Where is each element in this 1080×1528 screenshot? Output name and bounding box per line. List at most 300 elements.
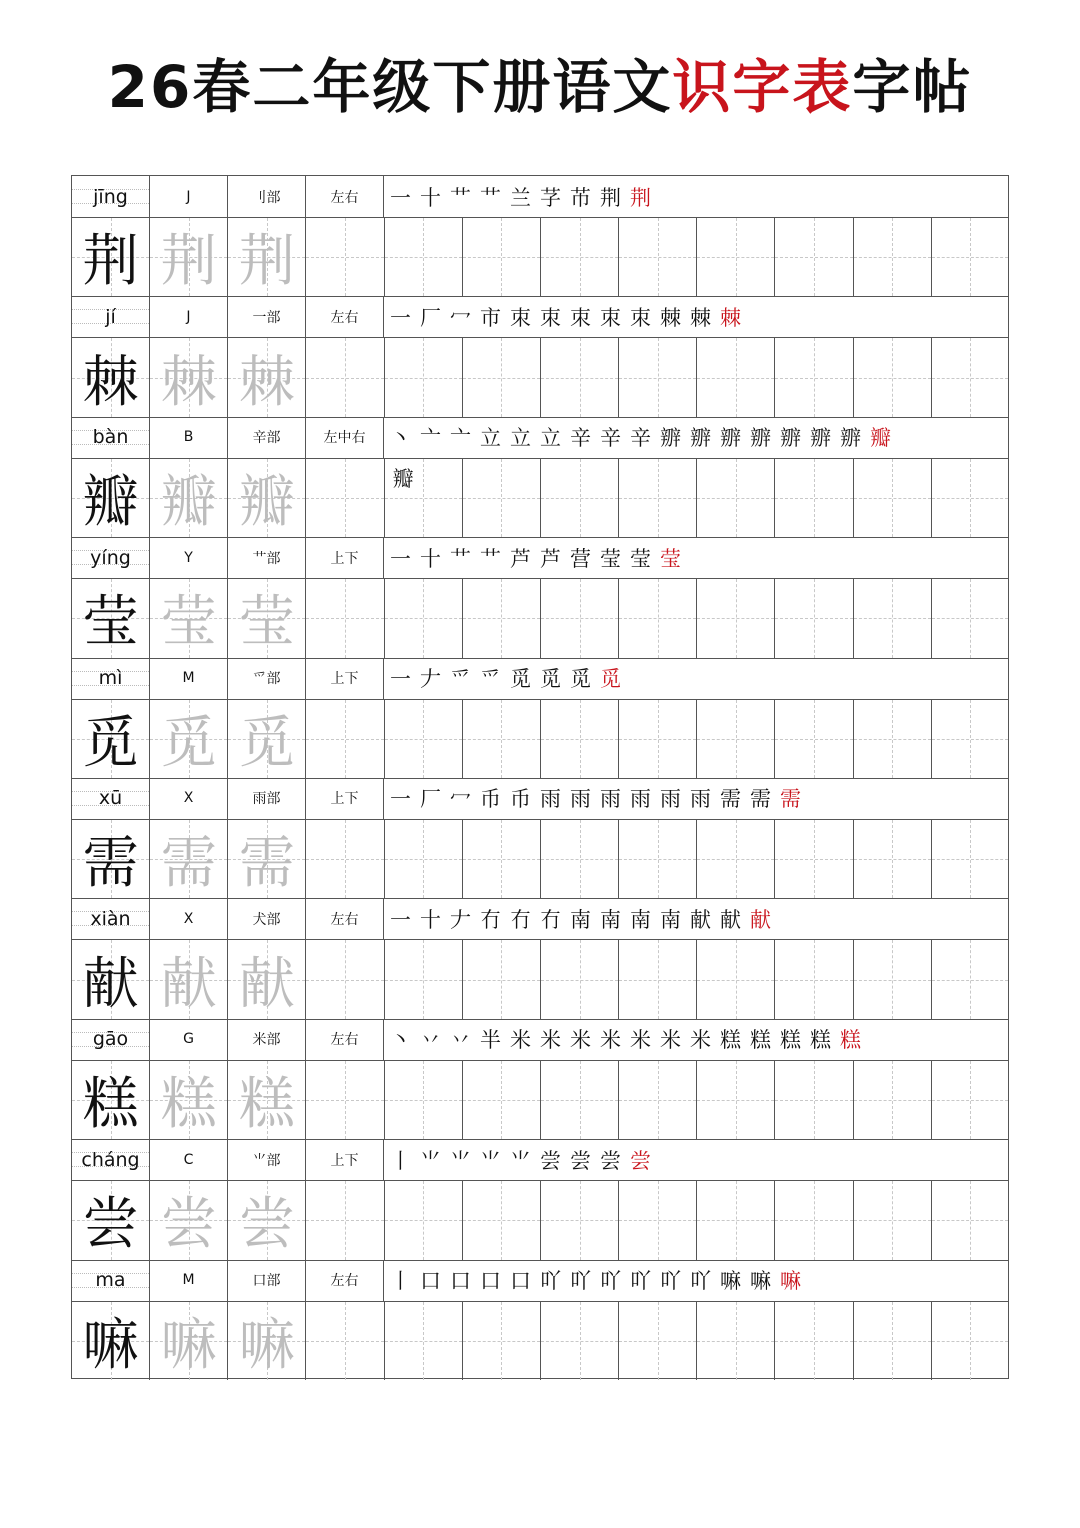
model-character: 棘	[82, 349, 139, 415]
radical-cell-text: 刂部	[252, 189, 281, 206]
trace-character: 觅	[238, 710, 295, 776]
stroke-step: 厂	[420, 787, 450, 812]
initial-letter-cell-text: M	[182, 670, 195, 687]
info-row	[72, 898, 1008, 940]
blank-practice-cell[interactable]	[775, 1181, 853, 1259]
blank-practice-cell[interactable]	[775, 338, 853, 416]
blank-practice-cell[interactable]	[306, 1181, 384, 1259]
character-entry	[72, 417, 1008, 537]
blank-practice-cell[interactable]	[932, 1302, 1008, 1380]
trace-character-cell	[150, 1181, 228, 1259]
trace-character-cell	[228, 1181, 306, 1259]
stroke-step: 一	[390, 787, 420, 812]
practice-sheet	[71, 175, 1009, 1379]
stroke-step: 亠	[450, 426, 480, 451]
trace-character-cell	[228, 940, 306, 1018]
blank-practice-cell[interactable]	[854, 1061, 932, 1139]
stroke-step: 糕	[750, 1028, 780, 1053]
blank-practice-cell[interactable]	[697, 700, 775, 778]
blank-practice-cell[interactable]	[775, 1302, 853, 1380]
stroke-step: 雨	[630, 787, 660, 812]
stroke-step: ⺌	[420, 1148, 450, 1173]
blank-practice-cell[interactable]	[385, 1061, 463, 1139]
blank-practice-cell[interactable]	[775, 700, 853, 778]
stroke-step: 糕	[780, 1028, 810, 1053]
stroke-step: 十	[420, 907, 450, 932]
initial-letter-cell-text: M	[182, 1272, 195, 1289]
model-character-cell	[72, 1061, 150, 1139]
blank-practice-cell[interactable]	[854, 579, 932, 657]
stroke-step: 𠂇	[420, 667, 450, 692]
blank-practice-cell[interactable]	[385, 338, 463, 416]
blank-practice-cell[interactable]	[697, 1061, 775, 1139]
structure-cell-text: 上下	[330, 550, 359, 567]
initial-letter-cell	[150, 1139, 228, 1180]
stroke-step: 艹	[450, 546, 480, 571]
stroke-order-cell	[384, 778, 1008, 819]
trace-character-cell	[150, 1061, 228, 1139]
blank-practice-cell[interactable]	[385, 1302, 463, 1380]
blank-practice-cell[interactable]	[385, 1181, 463, 1259]
blank-practice-cell[interactable]	[775, 579, 853, 657]
info-row	[72, 778, 1008, 820]
blank-practice-cell[interactable]	[854, 338, 932, 416]
pinyin-cell	[72, 176, 150, 217]
stroke-step: ⺌	[510, 1148, 540, 1173]
stroke-step: 需	[780, 787, 810, 812]
blank-practice-cell[interactable]	[463, 1302, 541, 1380]
blank-practice-cell[interactable]	[463, 940, 541, 1018]
blank-practice-cell[interactable]	[463, 1061, 541, 1139]
blank-practice-cell[interactable]	[541, 218, 619, 296]
stroke-order-cell	[384, 1139, 1008, 1180]
stroke-order-cell	[384, 537, 1008, 578]
stroke-step: 莹	[600, 546, 630, 571]
trace-character-cell	[228, 1302, 306, 1380]
stroke-step: 雨	[540, 787, 570, 812]
blank-practice-cell[interactable]	[932, 459, 1008, 537]
blank-practice-cell[interactable]	[306, 820, 384, 898]
writing-grid-row	[72, 1061, 1008, 1140]
stroke-step: 一	[390, 305, 420, 330]
pinyin-cell-text: gāo	[92, 1028, 129, 1051]
model-character: 荆	[82, 229, 139, 295]
blank-practice-cell[interactable]	[932, 218, 1008, 296]
pinyin-cell-text: yíng	[90, 546, 131, 569]
blank-practice-cell[interactable]	[541, 579, 619, 657]
stroke-step: 一	[390, 907, 420, 932]
blank-practice-cell[interactable]	[697, 1302, 775, 1380]
blank-practice-cell[interactable]	[932, 820, 1008, 898]
model-character-cell	[72, 338, 150, 416]
pinyin-cell	[72, 296, 150, 337]
blank-practice-cell[interactable]	[385, 700, 463, 778]
radical-cell-text: 爫部	[252, 671, 281, 688]
trace-character: 荆	[238, 229, 295, 295]
blank-practice-cell[interactable]	[541, 1061, 619, 1139]
blank-practice-cell[interactable]	[306, 459, 384, 537]
blank-practice-cell[interactable]	[619, 579, 697, 657]
character-entry	[72, 1139, 1008, 1259]
pinyin-cell	[72, 1139, 150, 1180]
writing-grid-row	[72, 218, 1008, 297]
trace-character: 献	[238, 951, 295, 1017]
blank-practice-cell[interactable]	[775, 218, 853, 296]
stroke-step: 市	[480, 305, 510, 330]
blank-practice-cell[interactable]	[854, 1181, 932, 1259]
blank-practice-cell[interactable]	[932, 579, 1008, 657]
blank-practice-cell[interactable]	[463, 579, 541, 657]
initial-letter-cell	[150, 1260, 228, 1301]
blank-practice-cell[interactable]	[463, 1181, 541, 1259]
blank-practice-cell[interactable]	[697, 1181, 775, 1259]
blank-practice-cell[interactable]	[854, 218, 932, 296]
stroke-step: 十	[420, 185, 450, 210]
model-character: 需	[82, 831, 139, 897]
blank-practice-cell[interactable]	[619, 1061, 697, 1139]
initial-letter-cell-text: B	[183, 429, 194, 446]
stroke-step: 朿	[540, 305, 570, 330]
stroke-step: 兰	[510, 185, 540, 210]
radical-cell	[228, 537, 306, 578]
radical-cell	[228, 778, 306, 819]
initial-letter-cell	[150, 658, 228, 699]
model-character: 觅	[82, 710, 139, 776]
model-character: 瓣	[82, 469, 139, 535]
stroke-step: 辧	[810, 426, 840, 451]
stroke-step: 立	[480, 426, 510, 451]
character-entry	[72, 296, 1008, 416]
stroke-step: 米	[510, 1028, 540, 1053]
stroke-order-cell	[384, 1019, 1008, 1060]
blank-practice-cell[interactable]	[854, 1302, 932, 1380]
blank-practice-cell[interactable]	[463, 218, 541, 296]
blank-practice-cell[interactable]	[697, 459, 775, 537]
blank-practice-cell[interactable]	[306, 1302, 384, 1380]
stroke-step: 冇	[480, 907, 510, 932]
stroke-step: 立	[540, 426, 570, 451]
radical-cell	[228, 176, 306, 217]
initial-letter-cell-text: C	[183, 1151, 194, 1168]
blank-practice-cell[interactable]	[619, 1302, 697, 1380]
initial-letter-cell	[150, 778, 228, 819]
trace-character: 莹	[160, 590, 217, 656]
trace-character: 瓣	[238, 469, 295, 535]
blank-practice-cell[interactable]	[385, 459, 463, 537]
stroke-step: 朿	[600, 305, 630, 330]
stroke-step: 芓	[540, 185, 570, 210]
structure-cell	[306, 898, 384, 939]
trace-character-cell	[228, 820, 306, 898]
stroke-step: 吖	[540, 1269, 570, 1294]
radical-cell	[228, 898, 306, 939]
structure-cell	[306, 296, 384, 337]
title-part1: 26春二年级下册语文	[107, 53, 673, 121]
blank-practice-cell[interactable]	[619, 218, 697, 296]
trace-character-cell	[150, 459, 228, 537]
stroke-order-cell	[384, 1260, 1008, 1301]
info-row	[72, 1139, 1008, 1181]
stroke-step: 觅	[600, 667, 630, 692]
blank-practice-cell[interactable]	[306, 1061, 384, 1139]
stroke-step: 南	[630, 907, 660, 932]
stroke-step: 吖	[690, 1269, 720, 1294]
structure-cell-text: 上下	[330, 671, 359, 688]
stroke-step: 芇	[570, 185, 600, 210]
blank-practice-cell[interactable]	[619, 1181, 697, 1259]
radical-cell-text: 口部	[252, 1273, 281, 1290]
pinyin-cell	[72, 417, 150, 458]
pinyin-cell	[72, 1260, 150, 1301]
pinyin-cell-text: ma	[95, 1269, 126, 1292]
stroke-step: 米	[630, 1028, 660, 1053]
stroke-step: 吖	[660, 1269, 690, 1294]
radical-cell-text: ⺌部	[252, 1152, 281, 1169]
stroke-step: 口	[510, 1269, 540, 1294]
structure-cell	[306, 176, 384, 217]
stroke-step: 南	[570, 907, 600, 932]
blank-practice-cell[interactable]	[463, 338, 541, 416]
blank-practice-cell[interactable]	[541, 1302, 619, 1380]
stroke-step: 一	[390, 667, 420, 692]
structure-cell	[306, 1260, 384, 1301]
stroke-step: 爫	[450, 667, 480, 692]
blank-practice-cell[interactable]	[463, 700, 541, 778]
trace-character-cell	[228, 218, 306, 296]
stroke-step: 口	[480, 1269, 510, 1294]
character-entry	[72, 176, 1008, 296]
model-character: 嘛	[82, 1312, 139, 1378]
stroke-step: 嘛	[780, 1269, 810, 1294]
stroke-step: 莹	[630, 546, 660, 571]
stroke-step: 冇	[540, 907, 570, 932]
stroke-step: 丷	[450, 1028, 480, 1053]
blank-practice-cell[interactable]	[385, 218, 463, 296]
blank-practice-cell[interactable]	[697, 218, 775, 296]
blank-practice-cell[interactable]	[541, 338, 619, 416]
stroke-step: 丨	[390, 1148, 420, 1173]
stroke-step: 尝	[540, 1148, 570, 1173]
blank-practice-cell[interactable]	[932, 1061, 1008, 1139]
stroke-step: 南	[600, 907, 630, 932]
model-character: 莹	[82, 590, 139, 656]
writing-grid-row	[72, 940, 1008, 1019]
stroke-step: 艹	[480, 546, 510, 571]
title-accent: 识字表	[672, 53, 853, 121]
blank-practice-cell[interactable]	[306, 700, 384, 778]
title-part2: 字帖	[852, 53, 973, 121]
blank-practice-cell[interactable]	[619, 338, 697, 416]
blank-practice-cell[interactable]	[541, 820, 619, 898]
stroke-step: 辧	[660, 426, 690, 451]
stroke-order-cell	[384, 898, 1008, 939]
writing-grid-row	[72, 338, 1008, 417]
trace-character-cell	[150, 218, 228, 296]
pinyin-cell	[72, 898, 150, 939]
trace-character: 嘛	[238, 1312, 295, 1378]
trace-character: 糕	[238, 1071, 295, 1137]
initial-letter-cell	[150, 537, 228, 578]
stroke-step: 嘛	[720, 1269, 750, 1294]
blank-practice-cell[interactable]	[306, 940, 384, 1018]
blank-practice-cell[interactable]	[619, 700, 697, 778]
trace-character-cell	[150, 700, 228, 778]
blank-practice-cell[interactable]	[854, 820, 932, 898]
stroke-step: 丨	[390, 1269, 420, 1294]
blank-practice-cell[interactable]	[697, 940, 775, 1018]
stroke-step: 糕	[840, 1028, 870, 1053]
structure-cell-text: 左右	[330, 1032, 359, 1049]
stroke-step: 辛	[570, 426, 600, 451]
info-row	[72, 537, 1008, 579]
initial-letter-cell-text: X	[183, 910, 194, 927]
trace-character: 棘	[160, 349, 217, 415]
blank-practice-cell[interactable]	[932, 940, 1008, 1018]
blank-practice-cell[interactable]	[385, 579, 463, 657]
blank-practice-cell[interactable]	[541, 700, 619, 778]
blank-practice-cell[interactable]	[306, 218, 384, 296]
model-character-cell	[72, 1181, 150, 1259]
blank-practice-cell[interactable]	[619, 459, 697, 537]
stroke-step: 艹	[450, 185, 480, 210]
blank-practice-cell[interactable]	[697, 579, 775, 657]
trace-character-cell	[228, 338, 306, 416]
stroke-step: 辧	[840, 426, 870, 451]
stroke-step: 辧	[720, 426, 750, 451]
radical-cell-text: 米部	[252, 1032, 281, 1049]
stroke-order-cell	[384, 658, 1008, 699]
stroke-step: 雨	[600, 787, 630, 812]
character-entry	[72, 1260, 1008, 1380]
blank-practice-cell[interactable]	[619, 940, 697, 1018]
stroke-order-cell	[384, 176, 1008, 217]
stroke-step: 棘	[660, 305, 690, 330]
blank-practice-cell[interactable]	[775, 820, 853, 898]
stroke-step: 米	[660, 1028, 690, 1053]
stroke-step: 丶	[390, 1028, 420, 1053]
stroke-step: 辧	[750, 426, 780, 451]
pinyin-cell-text: cháng	[81, 1148, 140, 1171]
model-character: 献	[82, 951, 139, 1017]
stroke-step: 口	[420, 1269, 450, 1294]
stroke-step: 荆	[600, 185, 630, 210]
stroke-step: 瓣	[870, 426, 900, 451]
trace-character-cell	[228, 459, 306, 537]
blank-practice-cell[interactable]	[775, 459, 853, 537]
trace-character: 尝	[160, 1192, 217, 1258]
blank-practice-cell[interactable]	[697, 338, 775, 416]
model-character-cell	[72, 579, 150, 657]
stroke-order-cell	[384, 417, 1008, 458]
info-row	[72, 176, 1008, 218]
character-entry	[72, 898, 1008, 1018]
stroke-step: 需	[750, 787, 780, 812]
stroke-step: 冖	[450, 305, 480, 330]
blank-practice-cell[interactable]	[541, 459, 619, 537]
blank-practice-cell[interactable]	[697, 820, 775, 898]
blank-practice-cell[interactable]	[541, 940, 619, 1018]
structure-cell	[306, 1019, 384, 1060]
blank-practice-cell[interactable]	[932, 338, 1008, 416]
info-row	[72, 417, 1008, 459]
radical-cell-text: 辛部	[252, 430, 281, 447]
model-character-cell	[72, 700, 150, 778]
radical-cell-text: 一部	[252, 309, 281, 326]
stroke-order-cell	[384, 296, 1008, 337]
blank-practice-cell[interactable]	[775, 940, 853, 1018]
blank-practice-cell[interactable]	[854, 940, 932, 1018]
structure-cell	[306, 537, 384, 578]
stroke-step: 米	[690, 1028, 720, 1053]
stroke-step: 辧	[690, 426, 720, 451]
pinyin-cell	[72, 537, 150, 578]
stroke-step: 米	[540, 1028, 570, 1053]
character-entry	[72, 1019, 1008, 1139]
stroke-step: 觅	[510, 667, 540, 692]
blank-practice-cell[interactable]	[854, 459, 932, 537]
stroke-step: 币	[480, 787, 510, 812]
stroke-step: 糕	[720, 1028, 750, 1053]
blank-practice-cell[interactable]	[541, 1181, 619, 1259]
character-entry	[72, 537, 1008, 657]
blank-practice-cell[interactable]	[306, 579, 384, 657]
stroke-step: 辧	[780, 426, 810, 451]
trace-character: 觅	[160, 710, 217, 776]
stroke-step: 朿	[510, 305, 540, 330]
pinyin-cell	[72, 778, 150, 819]
blank-practice-cell[interactable]	[463, 820, 541, 898]
blank-practice-cell[interactable]	[775, 1061, 853, 1139]
stroke-step: 立	[510, 426, 540, 451]
stroke-step: 糕	[810, 1028, 840, 1053]
stroke-step: 辛	[600, 426, 630, 451]
blank-practice-cell[interactable]	[932, 700, 1008, 778]
structure-cell-text: 左右	[330, 189, 359, 206]
trace-character: 糕	[160, 1071, 217, 1137]
pinyin-cell-text: mì	[98, 667, 123, 690]
stroke-step: 艹	[480, 185, 510, 210]
stroke-step: 嘛	[750, 1269, 780, 1294]
radical-cell-text: 犬部	[252, 911, 281, 928]
radical-cell	[228, 417, 306, 458]
initial-letter-cell-text: G	[183, 1031, 194, 1048]
blank-practice-cell[interactable]	[619, 820, 697, 898]
structure-cell	[306, 778, 384, 819]
stroke-step: 十	[420, 546, 450, 571]
stroke-step: 朿	[570, 305, 600, 330]
pinyin-cell	[72, 658, 150, 699]
pinyin-cell-text: bàn	[92, 426, 129, 449]
blank-practice-cell[interactable]	[306, 338, 384, 416]
writing-grid-row	[72, 459, 1008, 538]
blank-practice-cell[interactable]	[385, 940, 463, 1018]
blank-practice-cell[interactable]	[463, 459, 541, 537]
trace-character-cell	[228, 700, 306, 778]
info-row	[72, 658, 1008, 700]
info-row	[72, 1019, 1008, 1061]
initial-letter-cell-text: J	[186, 308, 191, 325]
blank-practice-cell[interactable]	[854, 700, 932, 778]
blank-practice-cell[interactable]	[932, 1181, 1008, 1259]
trace-character: 献	[160, 951, 217, 1017]
trace-character: 需	[238, 831, 295, 897]
stroke-step: 尝	[600, 1148, 630, 1173]
stroke-step: 芦	[540, 546, 570, 571]
trace-character: 尝	[238, 1192, 295, 1258]
radical-cell	[228, 296, 306, 337]
stroke-step: ⺌	[480, 1148, 510, 1173]
blank-practice-cell[interactable]	[385, 820, 463, 898]
